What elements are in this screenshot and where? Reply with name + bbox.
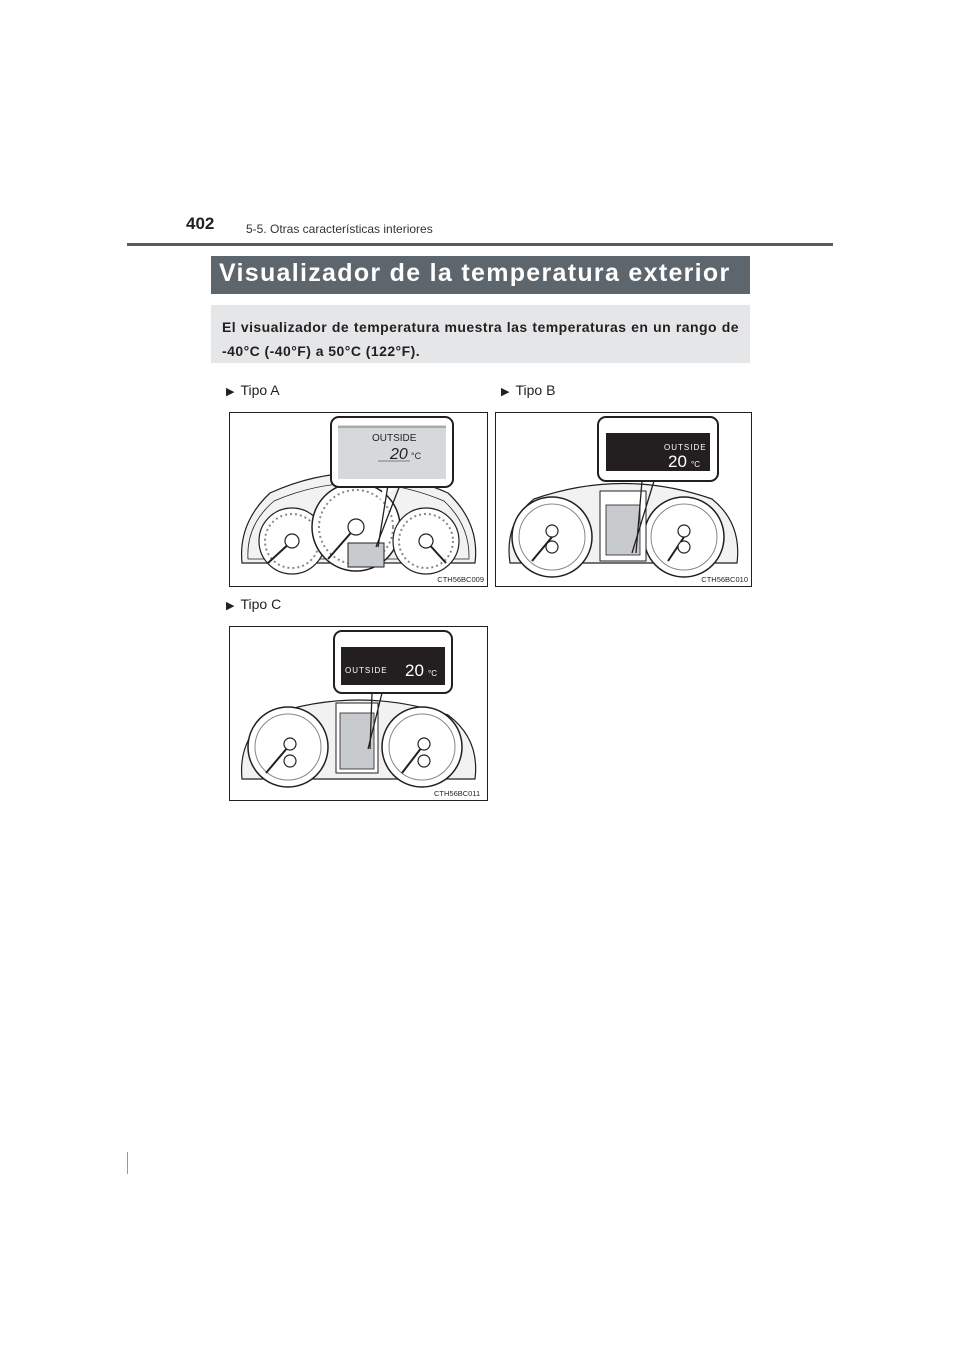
page-number: 402 <box>186 214 215 233</box>
header-rule <box>127 243 833 246</box>
figure-code-a: CTH56BC009 <box>437 575 484 584</box>
intro-text: El visualizador de temperatura muestra las temperaturas en un rango de -40°C (-40°F) a 50°C (122°F). <box>222 319 739 359</box>
triangle-right-icon: ▶ <box>226 600 235 612</box>
figure-type-a <box>229 412 488 587</box>
figure-type-b <box>495 412 752 587</box>
display-label-a: OUTSIDE <box>372 433 417 444</box>
caption-type-b <box>501 382 555 398</box>
caption-type-c-text: Tipo C <box>240 596 282 612</box>
figure-code-c: CTH56BC011 <box>434 789 481 798</box>
display-value-c: 20 <box>405 661 424 680</box>
figure-type-c <box>229 626 488 801</box>
crop-mark <box>127 1152 128 1174</box>
display-label-b: OUTSIDE <box>664 443 707 452</box>
instrument-cluster-a-illustration <box>230 413 487 586</box>
instrument-cluster-b-illustration <box>496 413 751 586</box>
caption-type-b-text: Tipo B <box>515 382 556 398</box>
triangle-right-icon: ▶ <box>226 386 235 398</box>
instrument-cluster-c-illustration <box>230 627 487 800</box>
display-unit-b: °C <box>691 460 700 469</box>
display-value-a: 20 <box>390 446 408 463</box>
intro-box <box>211 305 750 363</box>
display-label-c: OUTSIDE <box>345 666 388 675</box>
title-band <box>211 256 750 294</box>
display-value-b: 20 <box>668 452 687 471</box>
caption-type-a-text: Tipo A <box>240 382 280 398</box>
page-title: Visualizador de la temperatura exterior <box>219 259 731 287</box>
caption-type-a <box>226 382 280 398</box>
section-title: 5-5. Otras características interiores <box>246 222 433 236</box>
caption-type-c <box>226 596 281 612</box>
figure-code-b: CTH56BC010 <box>701 575 748 584</box>
display-unit-c: °C <box>428 669 437 678</box>
display-unit-a: °C <box>411 451 422 461</box>
triangle-right-icon: ▶ <box>501 386 510 398</box>
